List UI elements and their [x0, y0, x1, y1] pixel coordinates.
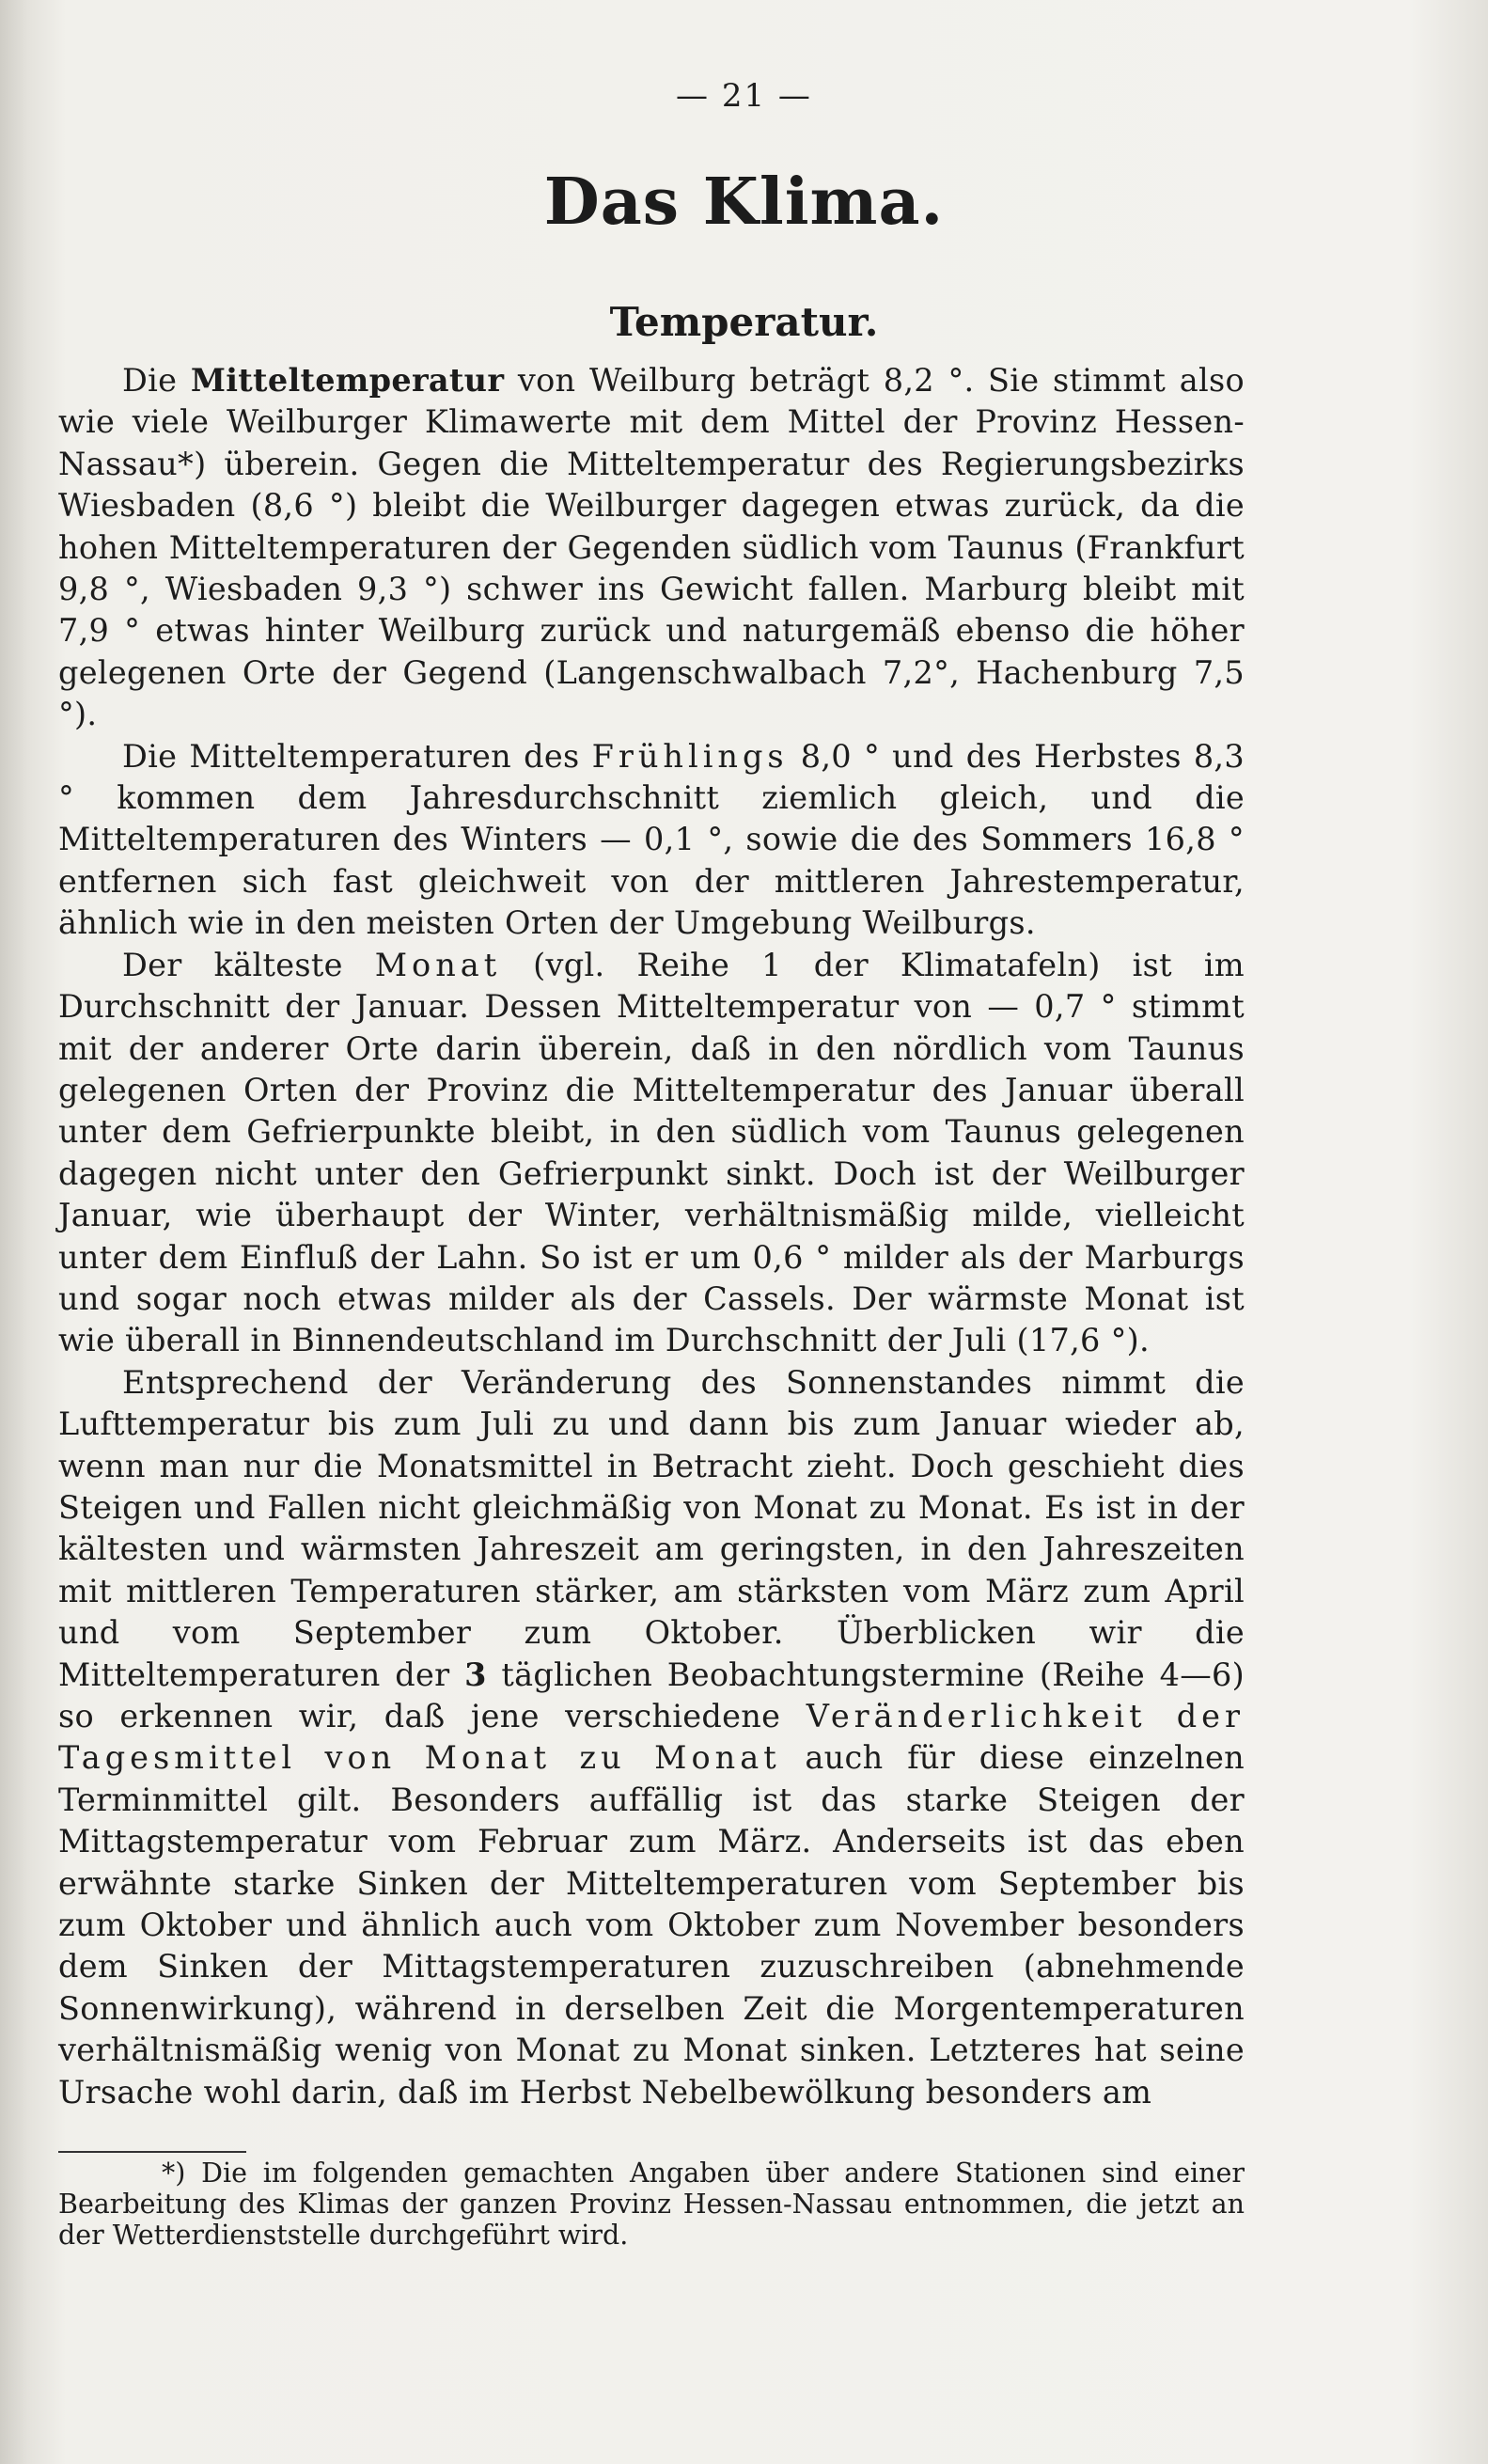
footnote [58, 2158, 1245, 2251]
p4-text-a: Entsprechend der Veränderung des Sonnenstandes nimmt die Lufttemperatur bis zum Juli zu und dann bis zum Januar wieder ab, wenn man nur die Monatsmittel in Betracht zieht. Doch geschieht dies Steigen und Fallen nicht gleichmäßig von Monat zu Monat. Es ist in der kältesten und wärmsten Jahreszeit am geringsten, in den Jahreszeiten mit mittleren Temperaturen stärker, am stärksten vom März zum April und vom September zum Oktober. Überblicken wir die Mitteltemperaturen der [58, 1363, 1245, 1693]
p1-lead: Die [122, 362, 191, 399]
term-fruehlings: Frühlings [591, 737, 789, 775]
paragraph-3 [58, 945, 1245, 1362]
page-number: — 21 — [676, 77, 812, 115]
page-title: Das Klima. [543, 165, 945, 240]
paragraph-1 [58, 360, 1245, 736]
p1-text: von Weilburg beträgt 8,2 °. Sie stimmt also wie viele Weilburger Klimawerte mit dem Mittel der Provinz Hessen-Nassau*) überein. Gegen die Mitteltemperatur des Regierungsbezirks Wiesbaden (8,6 °) bleibt die Weilburger dagegen etwas zurück, da die hohen Mitteltemperaturen der Gegenden südlich vom Taunus (Frankfurt 9,8 °, Wiesbaden 9,3 °) schwer ins Gewicht fallen. Marburg bleibt mit 7,9 ° etwas hinter Weilburg zurück und naturgemäß ebenso die höher gelegenen Orte der Gegend (Langenschwalbach 7,2°, Hachenburg 7,5 °). [58, 362, 1245, 733]
body-text [58, 360, 1245, 2113]
term-veraenderlichkeit: Veränderlichkeit der Tagesmittel von Monat zu Monat [58, 1698, 1245, 1777]
p3-text-a: Der kälteste [122, 946, 375, 983]
p4-text-b: täglichen Beobachtungstermine (Reihe 4—6) so erkennen wir, daß jene verschiedene [58, 1656, 1245, 1734]
footnote-text: *) Die im folgenden gemachten Angaben über andere Stationen sind einer Bearbeitung des Klimas der ganzen Provinz Hessen-Nassau entnommen, die jetzt an der Wetterdienststelle durchgeführt wird. [58, 2158, 1245, 2251]
term-3: 3 [464, 1656, 487, 1693]
paragraph-4 [58, 1362, 1245, 2113]
paragraph-2 [58, 736, 1245, 945]
footnote-divider [58, 2151, 246, 2153]
p2-text-b: 8,0 ° und des Herbstes 8,3 ° kommen dem Jahresdurchschnitt ziemlich gleich, und die Mitteltemperaturen des Winters — 0,1 °, sowie die des Sommers 16,8 ° entfernen sich fast gleichweit von der mittleren Jahrestemperatur, ähnlich wie in den meisten Orten der Umgebung Weilburgs. [58, 737, 1245, 942]
p4-text-c: auch für diese einzelnen Terminmittel gilt. Besonders auffällig ist das starke Steigen der Mittagstemperatur vom Februar zum März. Anderseits ist das eben erwähnte starke Sinken der Mitteltemperaturen vom September bis zum Oktober und ähnlich auch vom Oktober zum November besonders dem Sinken der Mittagstemperaturen zuzuschreiben (abnehmende Sonnenwirkung), während in derselben Zeit die Morgentemperaturen verhältnismäßig wenig von Monat zu Monat sinken. Letzteres hat seine Ursache wohl darin, daß im Herbst Nebelbewölkung besonders am [58, 1739, 1245, 2111]
section-heading: Temperatur. [609, 299, 879, 345]
term-mitteltemperatur: Mitteltemperatur [190, 362, 505, 399]
p2-text-a: Die Mitteltemperaturen des [122, 737, 592, 775]
term-monat: Monat [374, 946, 502, 983]
p3-text-b: (vgl. Reihe 1 der Klimatafeln) ist im Durchschnitt der Januar. Dessen Mitteltemperatur von — 0,7 ° stimmt mit der anderer Orte darin überein, daß in den nördlich vom Taunus gelegenen Orten der Provinz die Mitteltemperatur des Januar überall unter dem Gefrierpunkte bleibt, in den südlich vom Taunus gelegenen dagegen nicht unter den Gefrierpunkt sinkt. Doch ist der Weilburger Januar, wie überhaupt der Winter, verhältnismäßig milde, vielleicht unter dem Einfluß der Lahn. So ist er um 0,6 ° milder als der Marburgs und sogar noch etwas milder als der Cassels. Der wärmste Monat ist wie überall in Binnendeutschland im Durchschnitt der Juli (17,6 °). [58, 946, 1245, 1359]
